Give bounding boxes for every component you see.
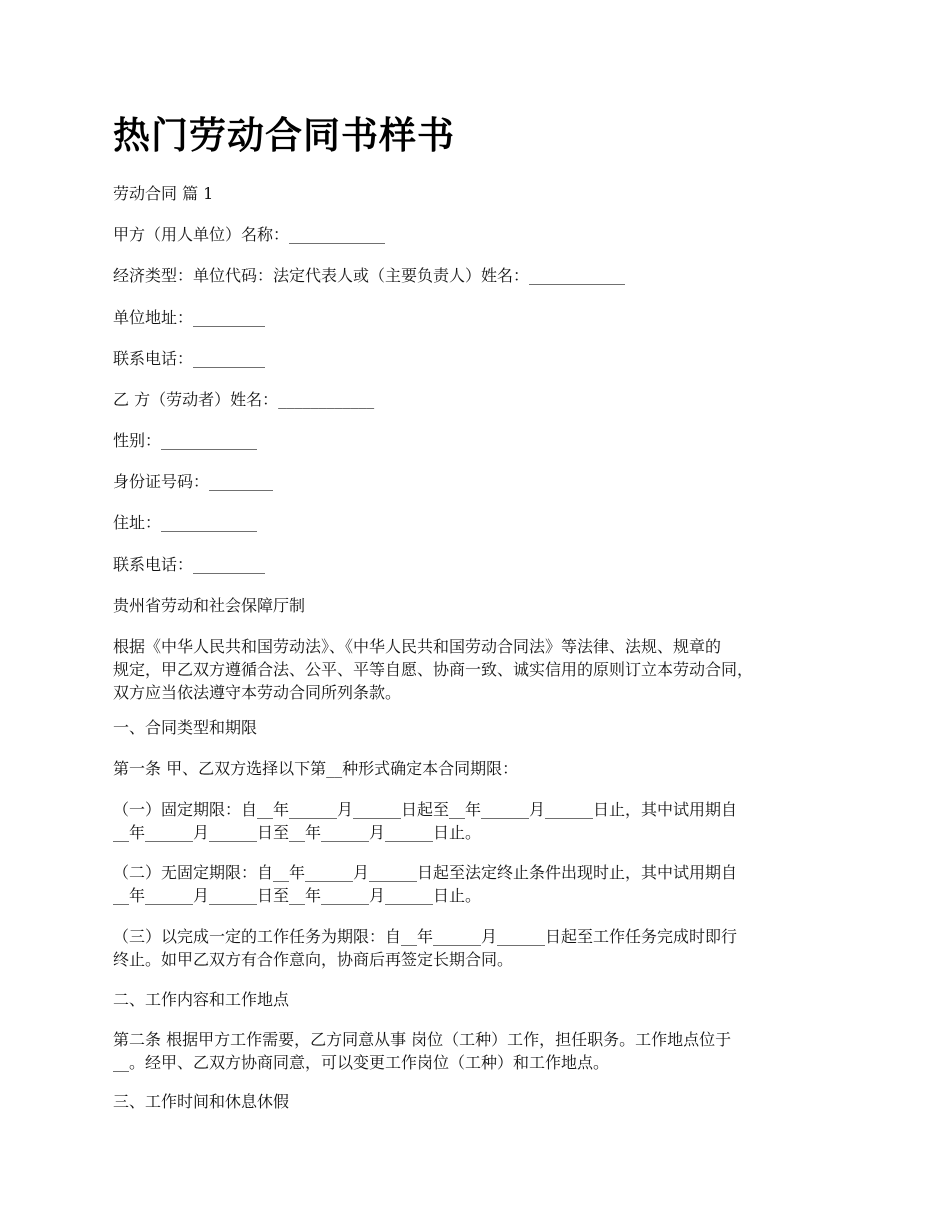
issuer-line: 贵州省劳动和社会保障厅制: [113, 596, 306, 615]
field-employee-address: 住址：____________: [113, 513, 258, 532]
section-label-contract-1: 劳动合同 篇 1: [113, 184, 214, 203]
field-employee-gender: 性别：____________: [113, 431, 258, 450]
article-2: 第二条 根据甲方工作需要，乙方同意从事 岗位（工种）工作，担任职务。工作地点位于 __。经甲、乙双方协商同意，可以变更工作岗位（工种）和工作地点。: [113, 1030, 732, 1072]
field-employer-name: 甲方（用人单位）名称：____________: [113, 225, 386, 244]
section-heading-work-hours: 三、工作时间和休息休假: [113, 1092, 290, 1111]
field-economic-type: 经济类型：单位代码：法定代表人或（主要负责人）姓名：____________: [113, 266, 626, 285]
field-employee-phone: 联系电话：_________: [113, 555, 266, 574]
clause-open-term: （二）无固定期限：自__年______月______日起至法定终止条件出现时止，其中试用期自 __年______月______日至__年______月______日止。: [113, 863, 738, 905]
section-heading-contract-type: 一、合同类型和期限: [113, 718, 258, 737]
clause-fixed-term: （一）固定期限：自__年______月______日起至__年______月______日止，其中试用期自 __年______月______日至__年______月______日止。: [113, 800, 738, 842]
field-employer-address: 单位地址：_________: [113, 308, 266, 327]
preamble-paragraph: 根据《中华人民共和国劳动法》、《中华人民共和国劳动合同法》等法律、法规、规章的 规定，甲乙双方遵循合法、公平、平等自愿、协商一致、诚实信用的原则订立本劳动合同， 双方应当依法遵守本劳动合同所列条款。: [113, 637, 754, 702]
clause-task-term: （三）以完成一定的工作任务为期限：自__年______月______日起至工作任务完成时即行 终止。如甲乙双方有合作意向，协商后再签定长期合同。: [113, 927, 738, 969]
article-1: 第一条 甲、乙双方选择以下第__种形式确定本合同期限：: [113, 759, 519, 778]
field-employer-phone: 联系电话：_________: [113, 349, 266, 368]
field-employee-id-number: 身份证号码：________: [113, 472, 274, 491]
field-employee-name: 乙 方（劳动者）姓名：____________: [113, 390, 375, 409]
document-title: 热门劳动合同书样书: [113, 114, 455, 157]
section-heading-work-content: 二、工作内容和工作地点: [113, 990, 290, 1009]
